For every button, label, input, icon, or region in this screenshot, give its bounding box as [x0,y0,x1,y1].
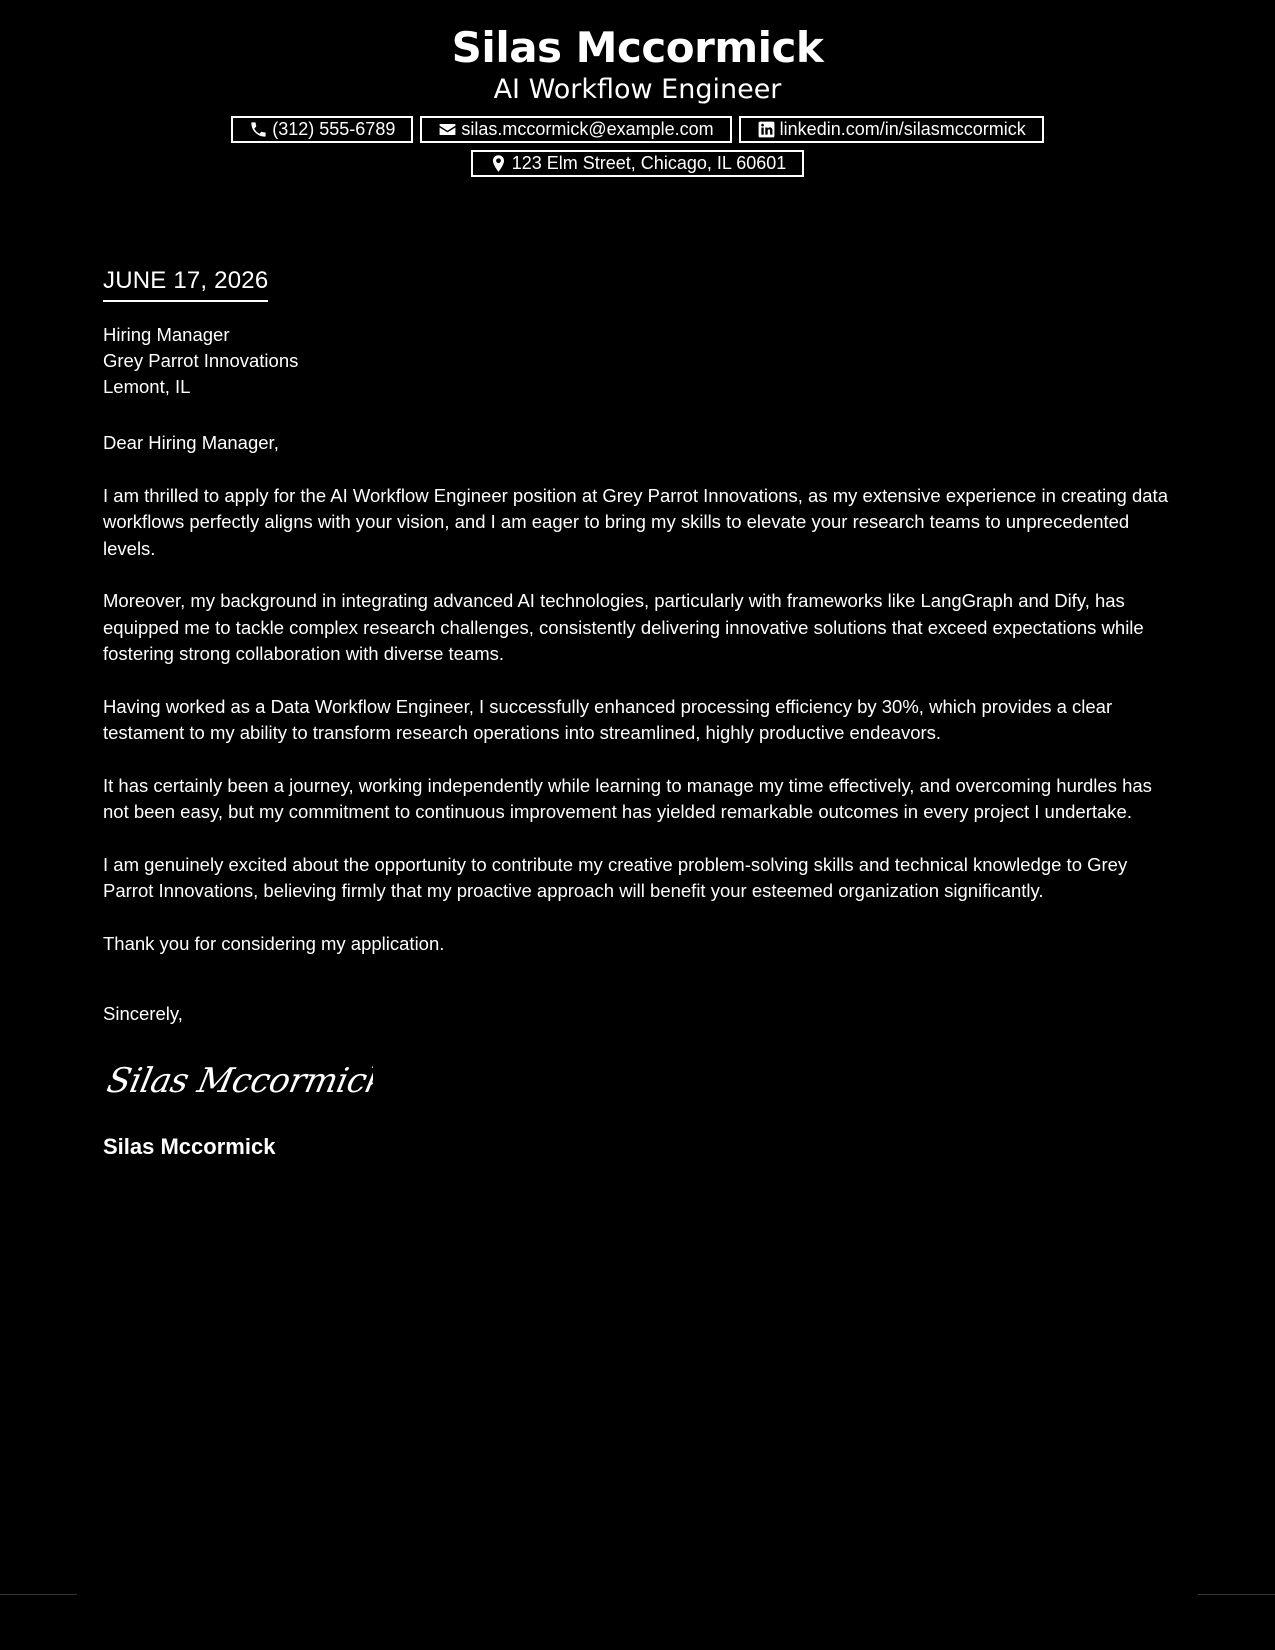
letter-paragraph: I am genuinely excited about the opportunity to contribute my creative problem-solving skills and technical knowledge to Grey Parrot Innovations, believing firmly that my proactive approach will benefit your esteemed organization significantly. [103,853,1128,901]
applicant-title: AI Workflow Engineer [493,74,782,105]
linkedin-chip[interactable] [739,116,1044,143]
handwritten-signature [103,1056,1175,1108]
footer-rule-left [0,1594,77,1595]
contact-row-secondary [0,150,1275,177]
address-chip[interactable] [471,150,805,177]
envelope-icon [438,120,457,139]
email-text: silas.mccormick@example.com [461,119,714,139]
map-marker-icon [489,154,508,173]
svg-text:Silas Mccormick: Silas Mccormick [103,1060,373,1101]
signer-name: Silas Mccormick [103,1133,276,1159]
address-text: 123 Elm Street, Chicago, IL 60601 [511,153,787,173]
letter-paragraph: I am thrilled to apply for the AI Workflow Engineer position at Grey Parrot Innovations, as my extensive experience in creating data workflows perfectly aligns with your vision, and I am eager to bring my skills to elevate your research teams to unprecedented levels. [103,484,1168,559]
recipient-line: Grey Parrot Innovations [103,350,299,371]
letter-paragraph: Having worked as a Data Workflow Engineer, I successfully enhanced processing efficiency by 30%, which provides a clear testament to my ability to transform research operations into streamlined, highly productive endeavors. [103,695,1113,743]
letter-body [103,266,1175,1160]
salutation: Dear Hiring Manager, [103,432,279,453]
applicant-name: Silas Mccormick [451,23,824,72]
letter-paragraph: Moreover, my background in integrating advanced AI technologies, particularly with frameworks like LangGraph and Dify, has equipped me to tackle complex research challenges, consistently delivering innovative solutions that exceed expectations while fostering strong collaboration with diverse teams. [103,590,1144,664]
linkedin-text: linkedin.com/in/silasmccormick [779,119,1026,139]
recipient-line: Hiring Manager [103,324,230,345]
recipient-block [103,322,1175,400]
letter-header [0,22,1275,177]
recipient-line: Lemont, IL [103,376,191,397]
linkedin-icon [757,120,776,139]
email-chip[interactable] [420,116,731,143]
letter-date: JUNE 17, 2026 [103,266,268,302]
phone-text: (312) 555-6789 [272,119,396,139]
footer-rule-right [1198,1594,1275,1595]
letter-paragraph: Thank you for considering my application. [103,932,445,954]
contact-row-primary [0,116,1275,143]
phone-icon [249,120,268,139]
letter-paragraph: It has certainly been a journey, working independently while learning to manage my time effectively, and overcoming hurdles has not been easy, but my commitment to continuous improvement has yielded remarkable outcomes in every project I undertake. [103,774,1152,822]
phone-chip[interactable] [231,116,413,143]
closing: Sincerely, [103,1003,183,1024]
